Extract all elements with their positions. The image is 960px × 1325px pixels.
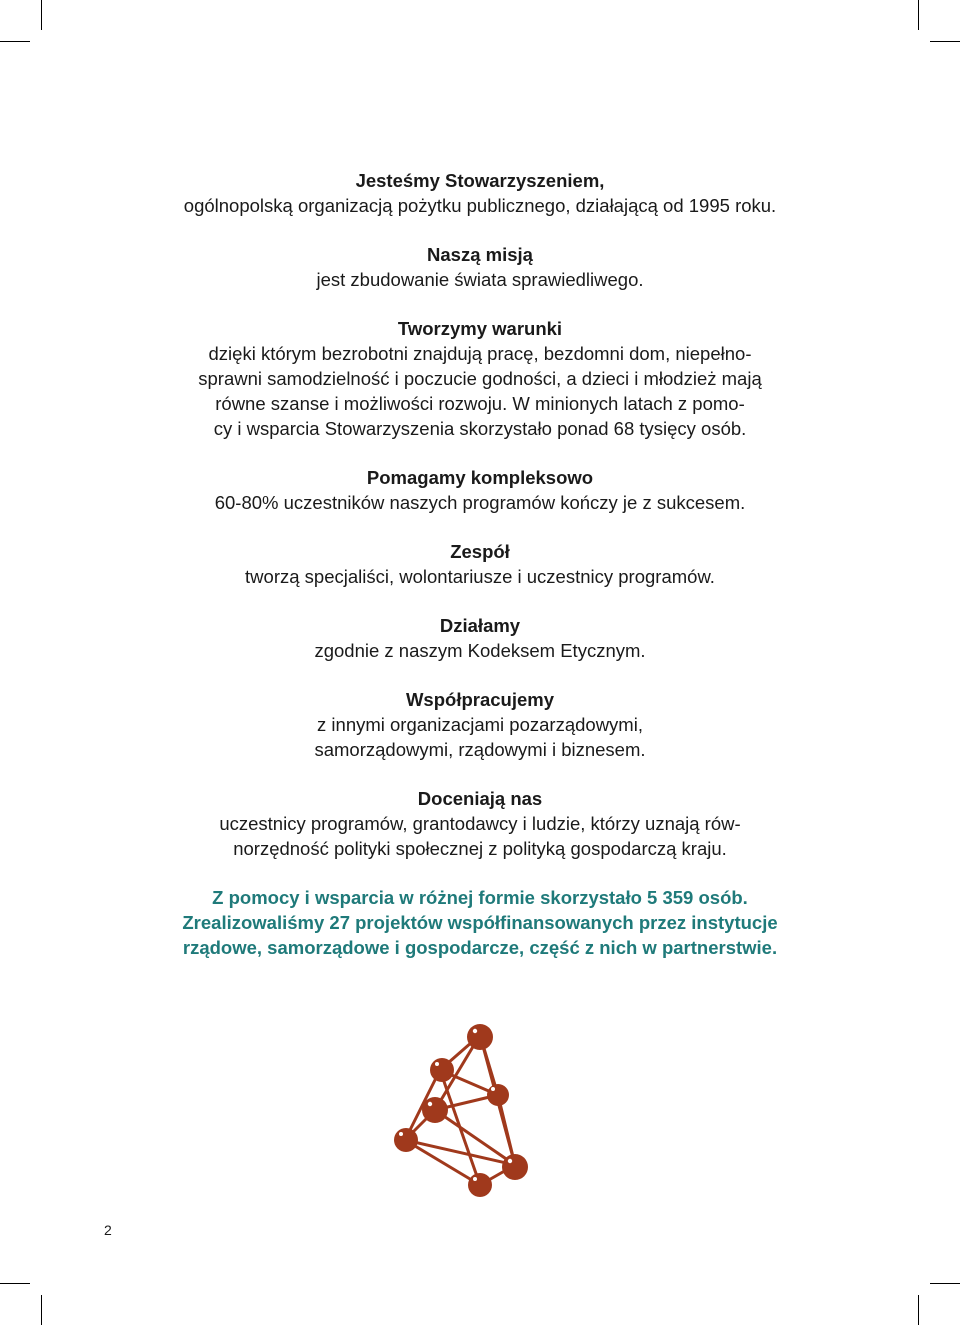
- page-number: 2: [104, 1222, 112, 1238]
- block-line: jest zbudowanie świata sprawiedliwego.: [316, 269, 644, 290]
- page-content: [130, 168, 830, 984]
- ethics-block: [130, 613, 830, 663]
- block-heading: Doceniają nas: [417, 788, 543, 809]
- mission-block: [130, 242, 830, 292]
- crop-mark: [0, 41, 30, 42]
- block-line: sprawni samodzielność i poczucie godności, a dzieci i młodzież mają: [198, 368, 762, 389]
- block-line: ogólnopolską organizacją pożytku publicznego, działającą od 1995 roku.: [183, 195, 777, 216]
- block-heading: Tworzymy warunki: [397, 318, 563, 339]
- block-heading: Jesteśmy Stowarzyszeniem,: [355, 170, 605, 191]
- block-line: dzięki którym bezrobotni znajdują pracę, bezdomni dom, niepełno-: [208, 343, 752, 364]
- crop-mark: [930, 1283, 960, 1284]
- block-heading: Naszą misją: [427, 244, 533, 265]
- crop-mark: [41, 0, 42, 30]
- molecule-network-icon: [380, 1015, 550, 1215]
- block-line: równe szanse i możliwości rozwoju. W minionych latach z pomo-: [215, 393, 745, 414]
- conditions-block: [130, 316, 830, 441]
- cooperation-block: [130, 687, 830, 762]
- crop-mark: [918, 1295, 919, 1325]
- block-heading: Współpracujemy: [405, 689, 555, 710]
- block-heading: Pomagamy kompleksowo: [366, 467, 594, 488]
- crop-mark: [930, 41, 960, 42]
- highlight-line: rządowe, samorządowe i gospodarcze, część z nich w partnerstwie.: [182, 937, 778, 958]
- block-line: uczestnicy programów, grantodawcy i ludzie, którzy uznają rów-: [219, 813, 741, 834]
- block-line: cy i wsparcia Stowarzyszenia skorzystało ponad 68 tysięcy osób.: [213, 418, 747, 439]
- team-block: [130, 539, 830, 589]
- block-line: 60-80% uczestników naszych programów kończy je z sukcesem.: [214, 492, 746, 513]
- block-line: samorządowymi, rządowymi i biznesem.: [314, 739, 646, 760]
- intro-block: [130, 168, 830, 218]
- highlight-line: Z pomocy i wsparcia w różnej formie skorzystało 5 359 osób.: [212, 887, 748, 908]
- crop-mark: [41, 1295, 42, 1325]
- comprehensive-block: [130, 465, 830, 515]
- highlight-block: [130, 885, 830, 960]
- block-line: norzędność polityki społecznej z polityką gospodarczą kraju.: [233, 838, 727, 859]
- highlight-line: Zrealizowaliśmy 27 projektów współfinansowanych przez instytucje: [182, 912, 778, 933]
- block-line: z innymi organizacjami pozarządowymi,: [317, 714, 643, 735]
- block-heading: Działamy: [439, 615, 521, 636]
- block-heading: Zespół: [450, 541, 510, 562]
- block-line: zgodnie z naszym Kodeksem Etycznym.: [314, 640, 646, 661]
- block-line: tworzą specjaliści, wolontariusze i uczestnicy programów.: [245, 566, 715, 587]
- crop-mark: [918, 0, 919, 30]
- appreciation-block: [130, 786, 830, 861]
- crop-mark: [0, 1283, 30, 1284]
